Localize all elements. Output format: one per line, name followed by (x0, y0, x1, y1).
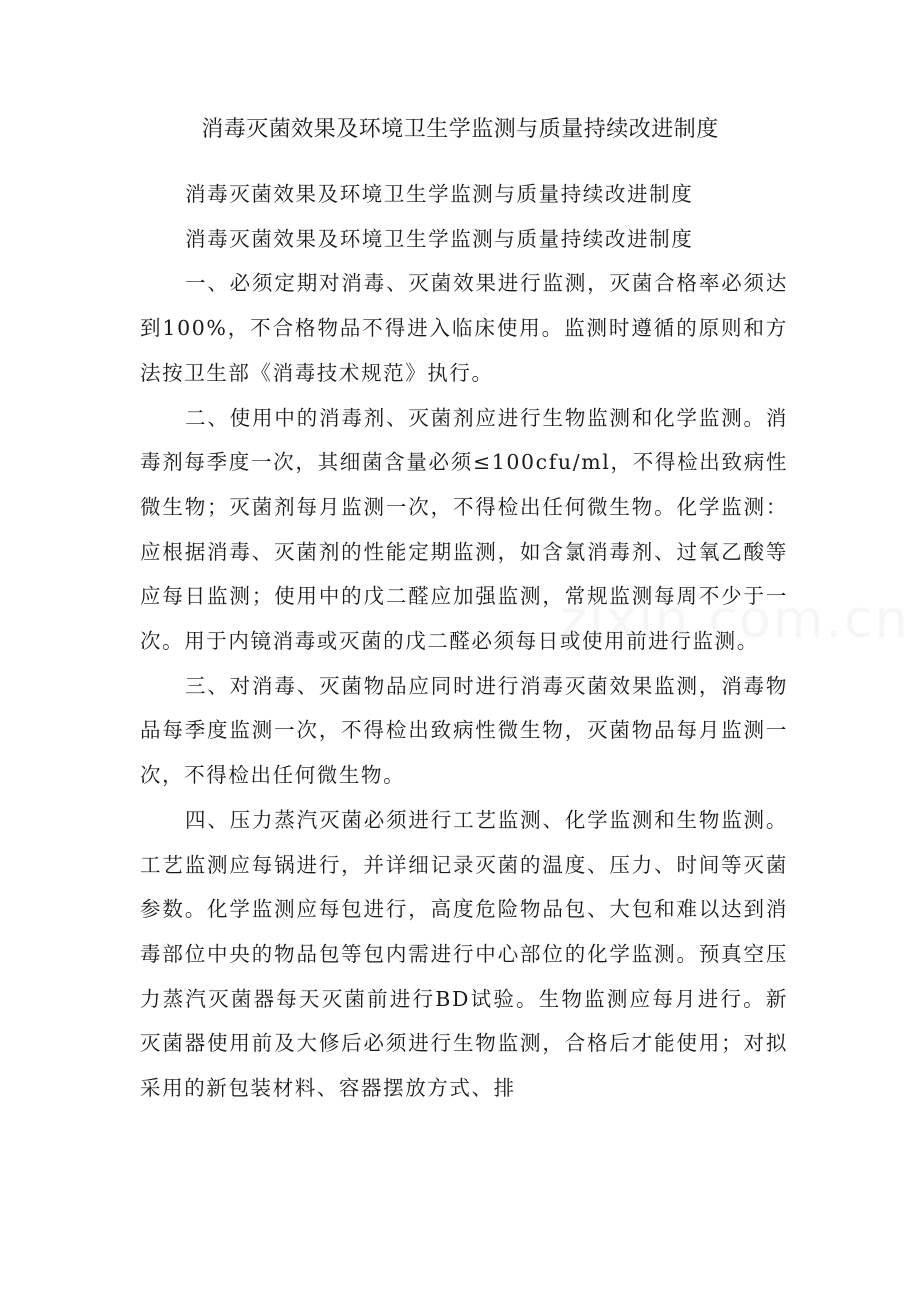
document-title: 消毒灭菌效果及环境卫生学监测与质量持续改进制度 (201, 117, 719, 142)
paragraph-subtitle-2: 消毒灭菌效果及环境卫生学监测与质量持续改进制度 (185, 226, 694, 251)
watermark: zixin.com.cn (560, 590, 910, 650)
paragraph-item-3: 三、对消毒、灭菌物品应同时进行消毒灭菌效果监测，消毒物品每季度监测一次，不得检出致病性微生物，灭菌物品每月监测一次，不得检出任何微生物。 (140, 673, 788, 788)
paragraph-item-1: 一、必须定期对消毒、灭菌效果进行监测，灭菌合格率必须达到100%，不合格物品不得进入临床使用。监测时遵循的原则和方法按卫生部《消毒技术规范》执行。 (140, 271, 788, 385)
paragraph-item-4: 四、压力蒸汽灭菌必须进行工艺监测、化学监测和生物监测。工艺监测应每锅进行，并详细记录灭菌的温度、压力、时间等灭菌参数。化学监测应每包进行，高度危险物品包、大包和难以达到消毒部位中央的物品包等包内需进行中心部位的化学监测。预真空压力蒸汽灭菌器每天灭菌前进行BD试验。生物监测应每月进行。新灭菌器使用前及大修后必须进行生物监测，合格后才能使用；对拟采用的新包装材料、容器摆放方式、排 (140, 807, 788, 1101)
paragraph-item-2: 二、使用中的消毒剂、灭菌剂应进行生物监测和化学监测。消毒剂每季度一次，其细菌含量必须≤100cfu/ml，不得检出致病性微生物；灭菌剂每月监测一次，不得检出任何微生物。化学监测：应根据消毒、灭菌剂的性能定期监测，如含氯消毒剂、过氧乙酸等应每日监测；使用中的戊二醛应加强监测，常规监测每周不少于一次。用于内镜消毒或灭菌的戊二醛必须每日或使用前进行监测。 (140, 405, 788, 654)
document-body (140, 172, 788, 1111)
paragraph-subtitle-1: 消毒灭菌效果及环境卫生学监测与质量持续改进制度 (185, 182, 694, 206)
